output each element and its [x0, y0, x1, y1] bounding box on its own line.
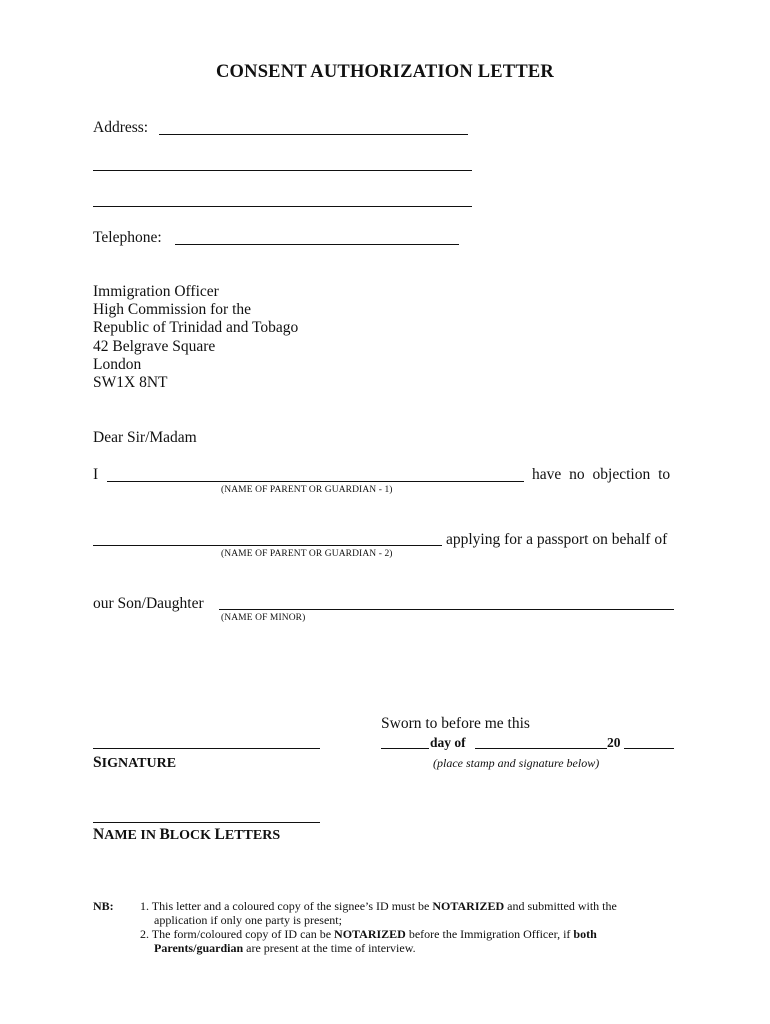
address-line-2[interactable] [93, 170, 472, 171]
signature-label-initial: S [93, 754, 102, 771]
recipient-address [93, 283, 298, 392]
block-name-line[interactable] [93, 822, 320, 823]
year-label: 20 [607, 735, 621, 750]
recipient-line-4: 42 Belgrave Square [93, 337, 216, 355]
block-name-lock: LOCK [169, 828, 212, 843]
parent1-name-line[interactable] [107, 481, 524, 482]
block-name-label [93, 826, 280, 844]
nb-item2-a: 2. The form/coloured copy of ID can be [140, 927, 332, 941]
nb-item2-bold3: Parents/guardian [154, 941, 244, 955]
block-name-N: N [93, 826, 105, 843]
nb-item1-c: application if only one party is present; [154, 913, 342, 927]
nb-item1-b: and submitted with the [507, 899, 617, 913]
telephone-label: Telephone: [93, 229, 162, 246]
nb-item1-a: 1. This letter and a coloured copy of the signee’s ID must be [140, 899, 430, 913]
recipient-line-6: SW1X 8NT [93, 374, 168, 392]
address-line-1[interactable] [159, 134, 468, 135]
minor-name-line[interactable] [219, 609, 674, 610]
nb-item2-b: before the Immigration Officer, if [408, 927, 571, 941]
no-objection-text: have no objection to [532, 466, 671, 483]
signature-line[interactable] [93, 748, 320, 749]
nb-item-1 [140, 899, 680, 955]
recipient-line-1: Immigration Officer [93, 283, 219, 300]
parent2-name-line[interactable] [93, 545, 442, 546]
day-of-label: day of [430, 735, 466, 750]
recipient-line-2: High Commission for the [93, 301, 252, 319]
parent1-caption: (NAME OF PARENT OR GUARDIAN - 1) [221, 485, 393, 495]
nb-item1-bold: NOTARIZED [432, 899, 505, 913]
telephone-line[interactable] [175, 244, 459, 245]
nb-item2-bold2: both [573, 927, 597, 941]
nb-item2-bold: NOTARIZED [334, 927, 406, 941]
address-line-3[interactable] [93, 206, 472, 207]
block-name-ame: AME [104, 828, 137, 843]
nb-item2-c: are present at the time of interview. [246, 941, 416, 955]
block-name-L: L [214, 826, 225, 843]
sworn-month-line[interactable] [475, 748, 607, 749]
i-label: I [93, 466, 99, 483]
applying-text: applying for a passport on behalf of [446, 531, 668, 548]
recipient-line-3: Republic of Trinidad and Tobago [93, 319, 299, 337]
document-title: CONSENT AUTHORIZATION LETTER [215, 62, 554, 82]
block-name-etters: ETTERS [224, 828, 281, 843]
minor-caption: (NAME OF MINOR) [221, 613, 306, 623]
parent2-caption: (NAME OF PARENT OR GUARDIAN - 2) [221, 549, 393, 559]
signature-label-rest: IGNATURE [101, 756, 177, 771]
block-name-in: IN [140, 828, 156, 843]
sworn-text: Sworn to before me this [381, 715, 530, 732]
nb-label: NB: [93, 899, 114, 913]
sworn-year-line[interactable] [624, 748, 674, 749]
address-label: Address: [93, 119, 149, 136]
recipient-line-5: London [93, 355, 142, 373]
sworn-day-line[interactable] [381, 748, 429, 749]
block-name-B: B [159, 826, 170, 843]
stamp-note: (place stamp and signature below) [433, 756, 600, 770]
salutation: Dear Sir/Madam [93, 429, 197, 446]
son-daughter-label: our Son/Daughter [93, 595, 204, 612]
signature-label [93, 754, 176, 772]
